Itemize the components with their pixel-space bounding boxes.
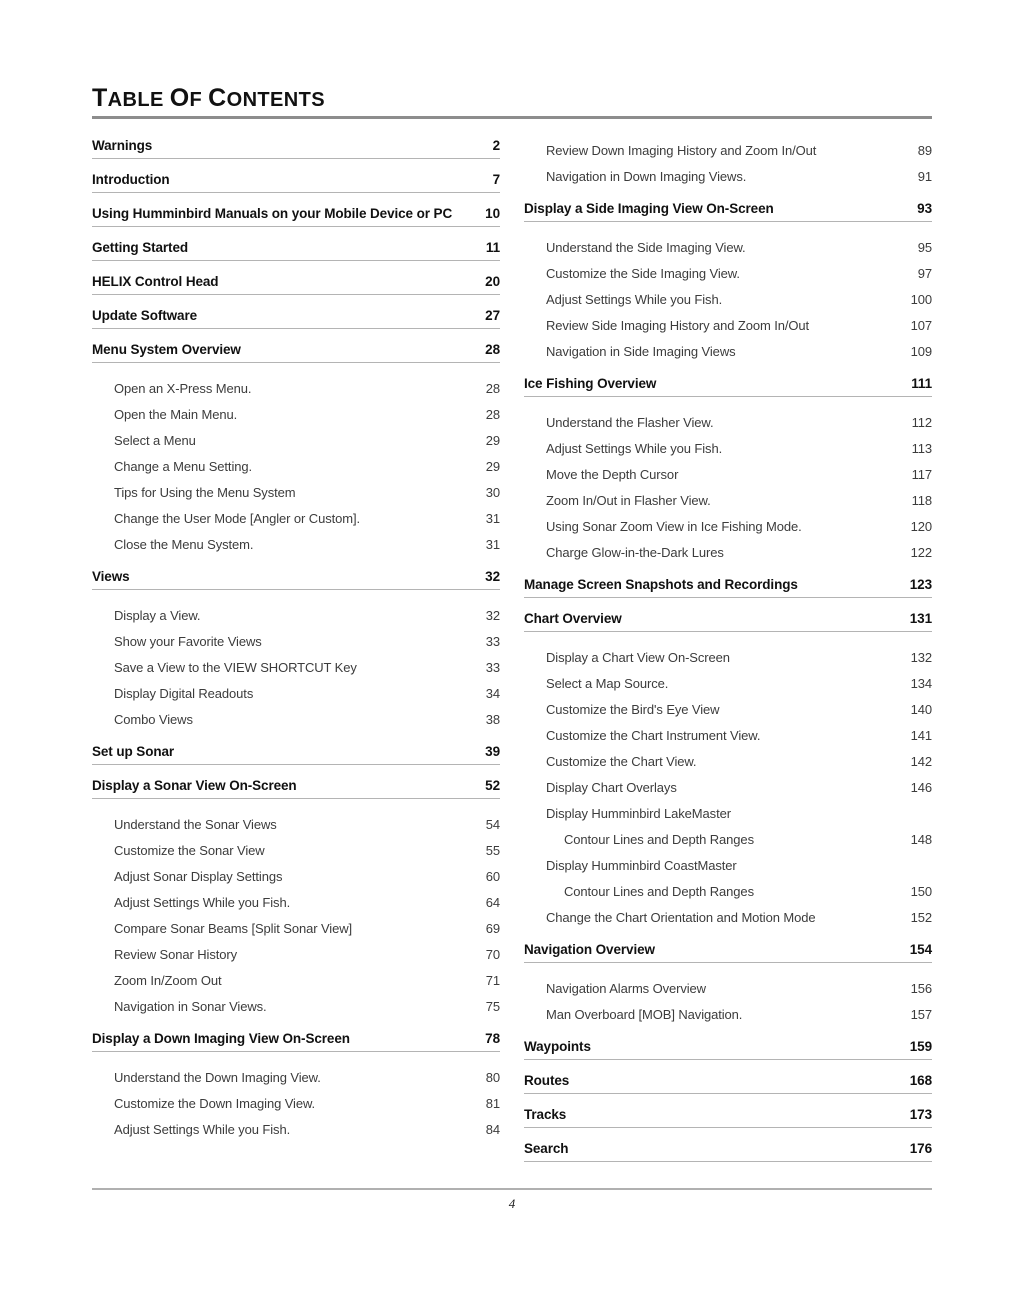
toc-entry-label: Open an X-Press Menu. [114,381,252,396]
toc-dot-leader [757,883,909,896]
footer-page-number: 4 [508,1195,516,1211]
toc-entry-label: HELIX Control Head [92,274,219,289]
toc-entry-page-number: 120 [910,519,932,534]
toc-entry-label: Display a Side Imaging View On-Screen [524,201,774,216]
toc-entry-label: Adjust Settings While you Fish. [114,1122,291,1137]
title-rest-able: ABLE [107,89,164,111]
toc-subsection-group [92,376,500,558]
toc-entry-level2[interactable] [114,707,500,733]
toc-dot-leader [739,343,909,356]
toc-entry-level2[interactable] [546,976,932,1002]
toc-entry-label: Navigation Alarms Overview [546,981,706,996]
toc-entry-page-number: 123 [909,577,932,592]
toc-entry-level2[interactable] [114,916,500,942]
toc-entry-page-number: 31 [485,511,500,526]
toc-dot-leader [285,868,483,881]
toc-entry-label: Zoom In/Out in Flasher View. [546,493,711,508]
toc-entry-page-number: 80 [485,1070,500,1085]
toc-entry-level2[interactable] [114,603,500,629]
toc-entry-label: Using Sonar Zoom View in Ice Fishing Mode. [546,519,802,534]
title-divider [92,116,932,119]
toc-entry-page-number: 152 [910,910,932,925]
toc-entry-page-number: 54 [485,817,500,832]
toc-entry-label: Understand the Down Imaging View. [114,1070,321,1085]
toc-entry-label: Tips for Using the Menu System [114,485,296,500]
toc-entry-label-line1: Display Humminbird CoastMaster [546,858,737,873]
title-cap-t: T [92,84,108,112]
toc-entry-level2-wrapped[interactable] [546,853,932,905]
toc-dot-leader [696,753,908,766]
toc-entry-label: Review Side Imaging History and Zoom In/Out [546,318,810,333]
toc-entry-page-number: 32 [485,608,500,623]
toc-entry-page-number: 150 [910,884,932,899]
toc-entry-label: Show your Favorite Views [114,634,262,649]
toc-entry-label: Navigation Overview [524,942,655,957]
toc-entry-level2[interactable] [114,994,500,1020]
toc-entry-page-number: 95 [917,240,932,255]
toc-entry-page-number: 118 [911,493,932,508]
toc-entry-page-number: 131 [909,611,932,626]
toc-entry-label: Navigation in Sonar Views. [114,999,267,1014]
toc-entry-page-number: 111 [911,376,932,391]
toc-entry-label: Review Sonar History [114,947,237,962]
toc-subsection-group [524,410,932,566]
toc-entry-level2[interactable] [546,514,932,540]
toc-entry-level1[interactable] [92,308,500,329]
toc-entry-page-number: 39 [485,744,500,759]
toc-entry-level2[interactable] [546,697,932,723]
toc-entry-label: Customize the Bird's Eye View [546,702,720,717]
toc-dot-leader [722,701,908,714]
toc-entry-level2[interactable] [114,532,500,558]
toc-entry-page-number: 70 [485,947,500,962]
toc-dot-leader [225,972,484,985]
title-rest-ontents: ONTENTS [226,89,325,111]
toc-entry-label: Save a View to the VIEW SHORTCUT Key [114,660,357,675]
toc-entry-level2[interactable] [114,942,500,968]
toc-entry-label: Adjust Sonar Display Settings [114,869,283,884]
toc-entry-label: Chart Overview [524,611,622,626]
toc-entry-label: Customize the Side Imaging View. [546,266,740,281]
toc-entry-page-number: 33 [485,660,500,675]
toc-dot-leader [819,142,915,155]
toc-dot-leader [280,816,484,829]
toc-entry-level1[interactable] [92,206,500,227]
toc-entry-label: Search [524,1141,569,1156]
toc-entry-label: Man Overboard [MOB] Navigation. [546,1007,743,1022]
toc-entry-level2[interactable] [546,775,932,801]
toc-entry-label: Select a Map Source. [546,676,669,691]
toc-entry-page-number: 89 [917,143,932,158]
toc-entry-label-line1: Display Humminbird LakeMaster [546,806,731,821]
toc-entry-page-number: 28 [485,407,500,422]
toc-subsection-group [92,812,500,1020]
toc-entry-level2[interactable] [546,645,932,671]
toc-entry-label: Close the Menu System. [114,537,254,552]
toc-entry-page-number: 33 [485,634,500,649]
toc-entry-level1[interactable] [524,1141,932,1162]
toc-entry-label: Charge Glow-in-the-Dark Lures [546,545,724,560]
toc-entry-level1[interactable] [524,611,932,632]
toc-entry-level2[interactable] [114,968,500,994]
toc-dot-leader [267,998,484,1011]
toc-dot-leader [290,1121,484,1134]
toc-entry-label: Navigation in Down Imaging Views. [546,169,747,184]
toc-entry-label: Customize the Chart View. [546,754,697,769]
toc-dot-leader [760,727,908,740]
toc-entry-page-number: 29 [485,433,500,448]
toc-entry-level1[interactable] [524,201,932,222]
page-footer [92,1188,932,1212]
toc-dot-leader [251,380,483,393]
toc-entry-label: Views [92,569,130,584]
toc-dot-leader [711,492,910,505]
toc-dot-leader [802,518,909,531]
toc-entry-label: Display Chart Overlays [546,780,677,795]
toc-subsection-group [524,138,932,190]
toc-dot-leader [668,675,908,688]
toc-dot-leader [237,406,484,419]
toc-entry-label: Update Software [92,308,198,323]
toc-entry-level2[interactable] [546,436,932,462]
toc-entry-label: Waypoints [524,1039,591,1054]
toc-entry-page-number: 71 [485,973,500,988]
toc-entry-level2[interactable] [114,454,500,480]
toc-entry-label: Routes [524,1073,570,1088]
title-cap-o: O [169,84,190,112]
toc-entry-label: Customize the Sonar View [114,843,265,858]
toc-entry-label: Introduction [92,172,170,187]
toc-entry-label-line2: Contour Lines and Depth Ranges [564,884,754,899]
toc-entry-page-number: 173 [909,1107,932,1122]
toc-entry-label: Menu System Overview [92,342,241,357]
toc-entry-label: Adjust Settings While you Fish. [546,441,723,456]
page-title-block [92,86,932,119]
toc-entry-label: Warnings [92,138,153,153]
toc-entry-label: Compare Sonar Beams [Split Sonar View] [114,921,353,936]
toc-dot-leader [733,649,909,662]
title-rest-f: F [189,89,203,111]
toc-dot-leader [240,946,484,959]
toc-entry-page-number: 10 [485,206,500,221]
toc-entry-level2[interactable] [546,723,932,749]
toc-entry-level1[interactable] [524,1107,932,1128]
toc-entry-level2[interactable] [546,410,932,436]
toc-entry-page-number: 157 [910,1007,932,1022]
toc-dot-leader [360,510,484,523]
toc-entry-label: Open the Main Menu. [114,407,238,422]
toc-entry-page-number: 78 [485,1031,500,1046]
toc-entry-page-number: 159 [909,1039,932,1054]
toc-entry-label: Set up Sonar [92,744,175,759]
toc-dot-leader [740,265,916,278]
toc-entry-level1[interactable] [92,138,500,159]
toc-entry-level2[interactable] [114,506,500,532]
toc-entry-page-number: 140 [910,702,932,717]
title-cap-c: C [208,84,227,112]
toc-entry-page-number: 32 [485,569,500,584]
toc-dot-leader [727,544,909,557]
toc-entry-label: Getting Started [92,240,189,255]
toc-entry-label: Manage Screen Snapshots and Recordings [524,577,798,592]
toc-entry-level1[interactable] [524,942,932,963]
toc-entry-page-number: 109 [910,344,932,359]
toc-entry-label: Understand the Sonar Views [114,817,277,832]
toc-entry-level1[interactable] [92,342,500,363]
toc-entry-level2[interactable] [114,838,500,864]
toc-dot-leader [200,607,483,620]
toc-entry-level1[interactable] [524,376,932,397]
toc-entry-page-number: 117 [911,467,932,482]
toc-subsection-group [92,1065,500,1143]
toc-entry-level2[interactable] [546,313,932,339]
toc-entry-label: Move the Depth Cursor [546,467,679,482]
toc-subsection-group [524,645,932,931]
toc-entry-page-number: 141 [910,728,932,743]
toc-entry-label: Display Digital Readouts [114,686,254,701]
toc-entry-level2[interactable] [114,428,500,454]
toc-entry-label: Understand the Flasher View. [546,415,714,430]
toc-entry-label: Display a Down Imaging View On-Screen [92,1031,350,1046]
toc-subsection-group [524,976,932,1028]
toc-dot-leader [199,432,484,445]
toc-entry-label: Tracks [524,1107,567,1122]
toc-entry-label: Adjust Settings While you Fish. [546,292,723,307]
toc-entry-label: Select a Menu [114,433,196,448]
toc-entry-page-number: 64 [485,895,500,910]
toc-entry-page-number: 93 [917,201,932,216]
toc-entry-page-number: 148 [910,832,932,847]
toc-column-left [92,138,500,1143]
toc-entry-page-number: 156 [910,981,932,996]
toc-entry-page-number: 146 [910,780,932,795]
toc-entry-level1[interactable] [92,1031,500,1052]
toc-entry-page-number: 112 [911,415,932,430]
toc-entry-page-number: 134 [910,676,932,691]
toc-entry-page-number: 31 [485,537,500,552]
toc-entry-page-number: 75 [485,999,500,1014]
toc-dot-leader [360,659,484,672]
toc-entry-page-number: 97 [917,266,932,281]
toc-entry-page-number: 28 [485,342,500,357]
toc-entry-level2[interactable] [114,376,500,402]
toc-entry-page-number: 27 [485,308,500,323]
toc-dot-leader [253,536,483,549]
toc-entry-level1[interactable] [92,778,500,799]
toc-entry-page-number: 20 [485,274,500,289]
toc-entry-label: Change the Chart Orientation and Motion Mode [546,910,816,925]
toc-entry-level1[interactable] [92,240,500,261]
toc-entry-page-number: 55 [485,843,500,858]
toc-entry-label: Adjust Settings While you Fish. [114,895,291,910]
toc-entry-level2[interactable] [114,480,500,506]
toc-entry-level2[interactable] [114,655,500,681]
toc-dot-leader [196,711,484,724]
toc-entry-label: Customize the Chart Instrument View. [546,728,761,743]
toc-dot-leader [265,633,484,646]
toc-entry-page-number: 2 [492,138,500,153]
toc-entry-level2[interactable] [114,1117,500,1143]
toc-dot-leader [321,1069,484,1082]
toc-entry-level1[interactable] [524,577,932,598]
toc-entry-page-number: 91 [917,169,932,184]
toc-entry-page-number: 100 [910,292,932,307]
toc-entry-label-line2: Contour Lines and Depth Ranges [564,832,754,847]
toc-entry-level2[interactable] [546,339,932,365]
toc-entry-level2[interactable] [546,287,932,313]
footer-divider [92,1188,932,1190]
toc-entry-label: Change the User Mode [Angler or Custom]. [114,511,361,526]
toc-entry-level2[interactable] [114,629,500,655]
toc-dot-leader [757,831,909,844]
toc-entry-level1[interactable] [92,744,500,765]
toc-dot-leader [709,980,909,993]
toc-entry-level2[interactable] [114,890,500,916]
toc-entry-label: Display a Sonar View On-Screen [92,778,297,793]
toc-entry-page-number: 38 [485,712,500,727]
toc-entry-page-number: 30 [485,485,500,500]
toc-entry-page-number: 28 [485,381,500,396]
toc-entry-label: Combo Views [114,712,193,727]
toc-dot-leader [722,291,909,304]
toc-entry-page-number: 69 [485,921,500,936]
toc-subsection-group [92,603,500,733]
toc-dot-leader [746,239,916,252]
toc-entry-level2[interactable] [546,261,932,287]
toc-entry-label: Display a Chart View On-Screen [546,650,730,665]
toc-entry-page-number: 176 [909,1141,932,1156]
toc-entry-page-number: 7 [492,172,500,187]
toc-entry-page-number: 154 [909,942,932,957]
toc-entry-page-number: 168 [909,1073,932,1088]
toc-dot-leader [252,458,484,471]
toc-entry-level2[interactable] [546,1002,932,1028]
toc-entry-label: Ice Fishing Overview [524,376,657,391]
toc-column-right [524,138,932,1175]
toc-dot-leader [315,1095,484,1108]
toc-entry-level1[interactable] [92,274,500,295]
toc-entry-level2[interactable] [114,1091,500,1117]
toc-entry-label: Display a View. [114,608,201,623]
toc-entry-page-number: 84 [485,1122,500,1137]
toc-entry-page-number: 122 [910,545,932,560]
toc-entry-label: Review Down Imaging History and Zoom In/Out [546,143,817,158]
toc-entry-page-number: 132 [910,650,932,665]
toc-entry-level2[interactable] [114,1065,500,1091]
toc-entry-level2[interactable] [546,462,932,488]
toc-dot-leader [298,484,483,497]
toc-dot-leader [742,1006,908,1019]
toc-dot-leader [290,894,484,907]
toc-entry-page-number: 81 [485,1096,500,1111]
toc-entry-level2[interactable] [114,864,500,890]
toc-dot-leader [722,440,909,453]
toc-entry-level2-wrapped[interactable] [546,801,932,853]
toc-entry-page-number: 52 [485,778,500,793]
toc-entry-level2[interactable] [546,164,932,190]
toc-entry-level1[interactable] [92,569,500,590]
toc-dot-leader [819,909,909,922]
toc-entry-label-line2-row [564,827,932,853]
toc-entry-level2[interactable] [114,681,500,707]
page-title [92,86,932,111]
toc-entry-label: Zoom In/Zoom Out [114,973,222,988]
toc-entry-level2[interactable] [546,488,932,514]
toc-entry-level2[interactable] [546,749,932,775]
toc-entry-level2[interactable] [546,235,932,261]
toc-entry-label: Understand the Side Imaging View. [546,240,746,255]
toc-entry-label: Customize the Down Imaging View. [114,1096,316,1111]
toc-entry-page-number: 29 [485,459,500,474]
toc-entry-page-number: 34 [485,686,500,701]
toc-entry-page-number: 60 [485,869,500,884]
toc-dot-leader [812,317,909,330]
toc-entry-level2[interactable] [546,138,932,164]
toc-entry-label: Navigation in Side Imaging Views [546,344,736,359]
toc-dot-leader [746,168,916,181]
toc-entry-label: Using Humminbird Manuals on your Mobile Device or PC [92,206,453,221]
toc-entry-level1[interactable] [524,1039,932,1060]
toc-dot-leader [714,414,910,427]
toc-entry-level1[interactable] [92,172,500,193]
toc-entry-level2[interactable] [546,905,932,931]
toc-dot-leader [268,842,484,855]
toc-entry-page-number: 142 [910,754,932,769]
toc-entry-label-line2-row [564,879,932,905]
toc-dot-leader [355,920,484,933]
toc-entry-page-number: 11 [485,240,500,255]
toc-entry-level2[interactable] [546,540,932,566]
toc-entry-level2[interactable] [546,671,932,697]
toc-dot-leader [256,685,484,698]
toc-entry-page-number: 107 [910,318,932,333]
toc-entry-level1[interactable] [524,1073,932,1094]
toc-entry-label: Change a Menu Setting. [114,459,253,474]
toc-entry-page-number: 113 [911,441,932,456]
toc-dot-leader [681,466,909,479]
toc-subsection-group [524,235,932,365]
toc-entry-level2[interactable] [114,402,500,428]
toc-entry-level2[interactable] [114,812,500,838]
toc-dot-leader [680,779,909,792]
